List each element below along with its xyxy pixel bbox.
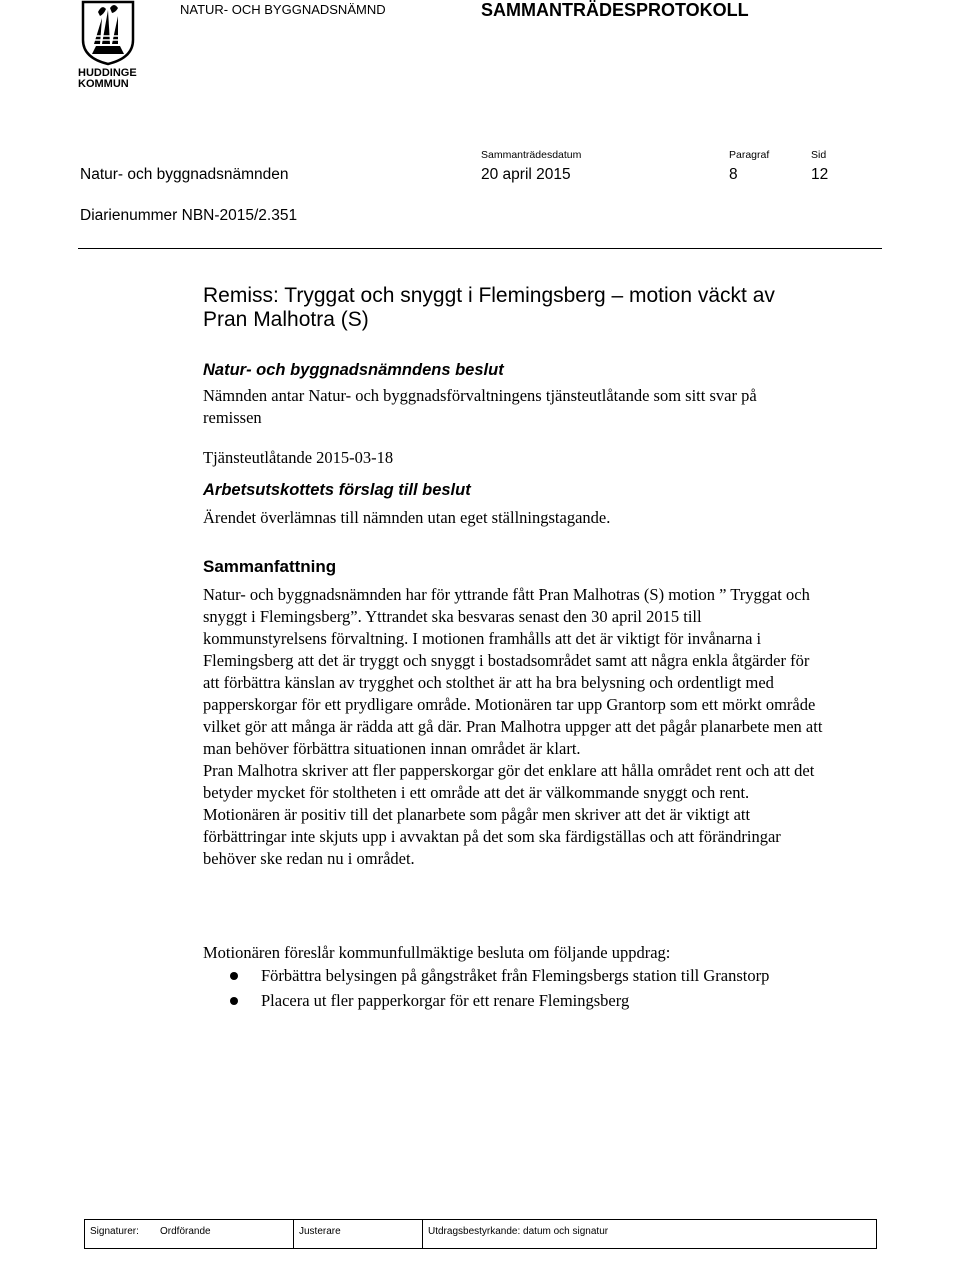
decision-heading: Natur- och byggnadsnämndens beslut (203, 361, 504, 379)
page-label: Sid (811, 149, 827, 161)
bullet-icon (230, 972, 238, 980)
committee-name: Natur- och byggnadsnämnden (80, 166, 289, 183)
proposal-intro: Motionären föreslår kommunfullmäktige besluta om följande uppdrag: (203, 943, 671, 962)
document-type-title: SAMMANTRÄDESPROTOKOLL (481, 0, 749, 20)
proposal-text: Ärendet överlämnas till nämnden utan eget ställningstagande. (203, 508, 611, 527)
list-item-text: Placera ut fler papperkorgar för ett renare Flemingsberg (261, 991, 630, 1010)
summary-paragraph: Motionären är positiv till det planarbete som pågår men skriver att det är viktigt att förbättringar inte skjuts upp i avvaktan på det som ska färdigställas och att förändringar behöver ske redan nu i området. (203, 805, 781, 868)
proposal-heading: Arbetsutskottets förslag till beslut (203, 481, 471, 499)
chair-label: Ordförande (155, 1220, 294, 1249)
adjuster-label: Justerare (294, 1220, 423, 1249)
summary-heading: Sammanfattning (203, 557, 337, 576)
logo-text (78, 68, 148, 90)
org-label: NATUR- OCH BYGGNADSNÄMND (180, 2, 386, 17)
certifier-label: Utdragsbestyrkande: datum och signatur (423, 1220, 877, 1249)
list-item-text: Förbättra belysingen på gångstråket från Flemingsbergs station till Granstorp (261, 966, 770, 985)
signatures-label: Signaturer: (85, 1220, 156, 1249)
paragraph-number: 8 (729, 166, 738, 183)
summary-paragraph: Natur- och byggnadsnämnden har för yttrande fått Pran Malhotras (S) motion ” Tryggat och snyggt i Flemingsberg”. Yttrandet ska besvaras senast den 30 april 2015 till kommunstyrelsens förvaltning. I motionen framhålls att det är viktigt för invånarna i Flemingsberg att det är tryggt och snyggt i bostadsområdet samt att några enkla åtgärder för att förbättra känslan av trygghet och stolthet är att ha bra belysning och ordentligt med papperskorgar för ett prydligare område. Motionären tar upp Grantorp som ett mörkt område vilket gör att många är rädda att gå där. Pran Malhotra uppger att det pågår planarbete men att man behöver förbättra situationen innan området är klart. (203, 585, 823, 758)
list-item (203, 990, 841, 1012)
decision-text: Nämnden antar Natur- och byggnadsförvaltningens tjänsteutlåtande som sitt svar på remissen (203, 386, 757, 427)
summary-body (203, 584, 823, 870)
bullet-list (203, 965, 841, 1012)
bullet-icon (230, 997, 238, 1005)
reference-text: Tjänsteutlåtande 2015-03-18 (203, 448, 394, 467)
date-label: Sammanträdesdatum (481, 149, 582, 161)
logo-line-2: KOMMUN (78, 78, 129, 90)
meeting-date: 20 april 2015 (481, 166, 571, 183)
summary-paragraph: Pran Malhotra skriver att fler papperskorgar gör det enklare att hålla området rent och att det betyder mycket för stoltheten i ett område att det är välkommande snyggt och rent. (203, 761, 815, 802)
diarienummer: Diarienummer NBN-2015/2.351 (80, 207, 298, 224)
flame-shield-icon (80, 0, 136, 66)
list-item (203, 965, 841, 987)
signature-table (84, 1219, 877, 1249)
logo-line-1: HUDDINGE (78, 67, 137, 79)
header-divider (78, 248, 882, 249)
document-title: Remiss: Tryggat och snyggt i Flemingsberg – motion väckt av Pran Malhotra (S) (203, 284, 775, 331)
paragraph-label: Paragraf (729, 149, 770, 161)
page-number: 12 (811, 166, 829, 183)
